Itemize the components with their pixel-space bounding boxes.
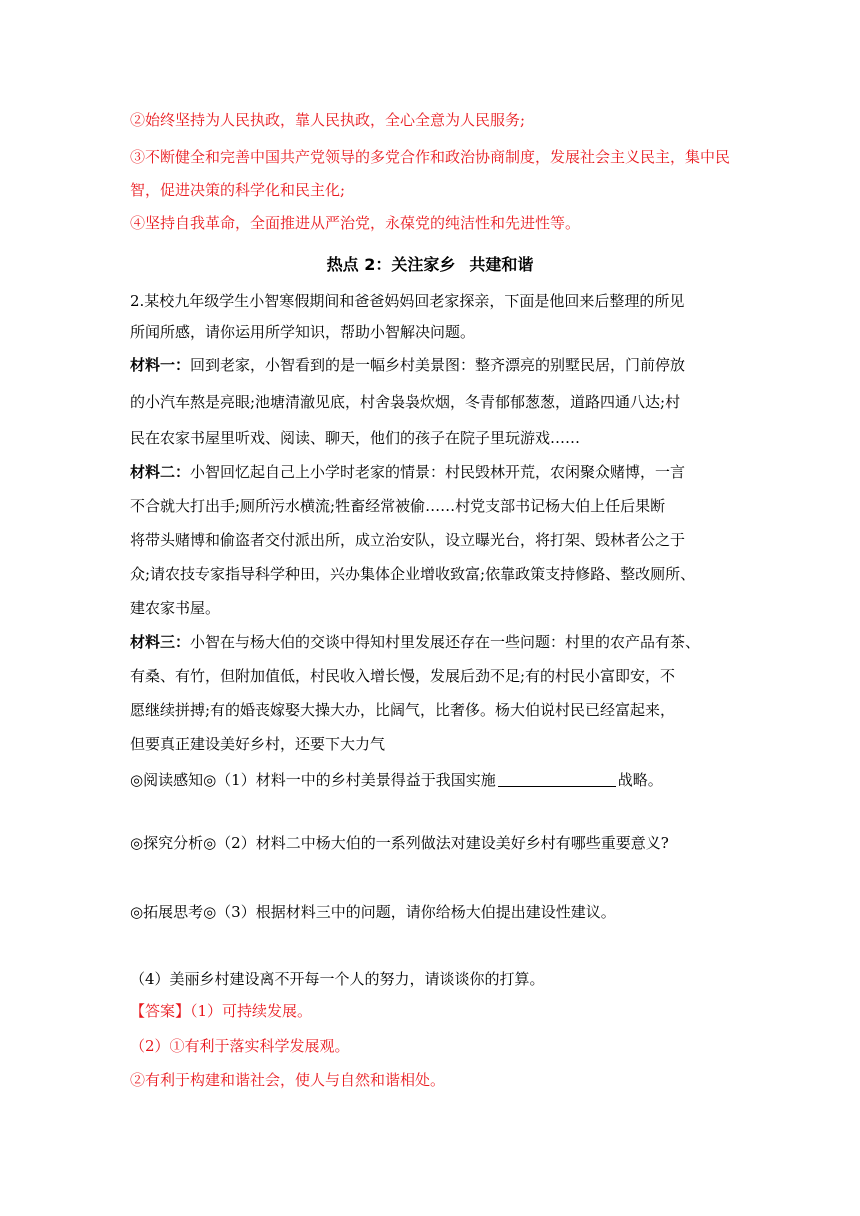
answer-2-point-2: ②有利于构建和谐社会，使人与自然和谐相处。 [130, 1071, 446, 1089]
material-1-line-2: 的小汽车熬是亮眼;池塘清澈见底，村舍袅袅炊烟，冬青郁郁葱葱，道路四通八达;村 [130, 393, 681, 411]
question-1 [130, 770, 735, 790]
question-3: ◎拓展思考◎（3）根据材料三中的问题，请你给杨大伯提出建设性建议。 [130, 903, 616, 921]
material-2-text: 小智回忆起自己上小学时老家的情景：村民毁林开荒，农闲聚众赌博，一言 [190, 463, 686, 481]
question-intro-line-2: 所闻所感，请你运用所学知识，帮助小智解决问题。 [130, 323, 476, 341]
question-4: （4）美丽乡村建设离不开每一个人的努力，请谈谈你的打算。 [130, 970, 545, 988]
material-2-line-5: 建农家书屋。 [130, 599, 221, 617]
material-3-text: 小智在与杨大伯的交谈中得知村里发展还存在一些问题：村里的农产品有茶、 [190, 633, 701, 651]
section-title-right: 共建和谐 [469, 255, 534, 274]
question-1-suffix: 战略。 [617, 771, 663, 789]
answer-point-3-line-1: ③不断健全和完善中国共产党领导的多党合作和政治协商制度，发展社会主义民主，集中民 [130, 148, 731, 166]
answer-blank[interactable] [498, 772, 616, 787]
answer-1-text: （1）可持续发展。 [190, 1002, 313, 1020]
material-1-line-3: 民在农家书屋里听戏、阅读、聊天，他们的孩子在院子里玩游戏…… [130, 429, 581, 447]
answer-1 [130, 1001, 735, 1021]
question-intro-line-1: 2.某校九年级学生小智寒假期间和爸爸妈妈回老家探亲，下面是他回来后整理的所见 [130, 292, 685, 310]
question-2: ◎探究分析◎（2）材料二中杨大伯的一系列做法对建设美好乡村有哪些重要意义? [130, 834, 669, 852]
material-1-line-1 [130, 355, 735, 375]
question-1-text: ◎阅读感知◎（1）材料一中的乡村美景得益于我国实施 [130, 771, 496, 789]
answer-point-4: ④坚持自我革命，全面推进从严治党，永葆党的纯洁性和先进性等。 [130, 214, 581, 232]
section-title [0, 254, 860, 276]
answer-point-2: ②始终坚持为人民执政，靠人民执政，全心全意为人民服务; [130, 111, 526, 129]
answer-2-point-1: （2）①有利于落实科学发展观。 [130, 1037, 350, 1055]
material-3-line-4: 但要真正建设美好乡村，还要下大力气 [130, 735, 386, 753]
material-2-line-1 [130, 462, 735, 482]
material-3-label: 材料三： [130, 633, 191, 651]
material-2-line-2: 不合就大打出手;厕所污水横流;牲畜经常被偷……村党支部书记杨大伯上任后果断 [130, 497, 666, 515]
material-2-label: 材料二： [130, 463, 191, 481]
material-1-label: 材料一： [130, 356, 191, 374]
material-2-line-4: 众;请农技专家指导科学种田，兴办集体企业增收致富;依靠政策支持修路、整改厕所、 [130, 565, 696, 583]
material-3-line-1 [130, 632, 735, 652]
material-3-line-3: 愿继续拼搏;有的婚丧嫁娶大操大办，比阔气，比奢侈。杨大伯说村民已经富起来， [130, 701, 676, 719]
material-3-line-2: 有桑、有竹，但附加值低，村民收入增长慢，发展后劲不足;有的村民小富即安，不 [130, 667, 676, 685]
section-title-left: 热点 2：关注家乡 [326, 255, 456, 274]
answer-point-3-line-2: 智，促进决策的科学化和民主化; [130, 181, 346, 199]
material-2-line-3: 将带头赌博和偷盗者交付派出所，成立治安队，设立曝光台，将打架、毁林者公之于 [130, 531, 686, 549]
answer-tag: 【答案】 [130, 1002, 191, 1020]
material-1-text: 回到老家，小智看到的是一幅乡村美景图：整齐漂亮的别墅民居，门前停放 [190, 356, 686, 374]
